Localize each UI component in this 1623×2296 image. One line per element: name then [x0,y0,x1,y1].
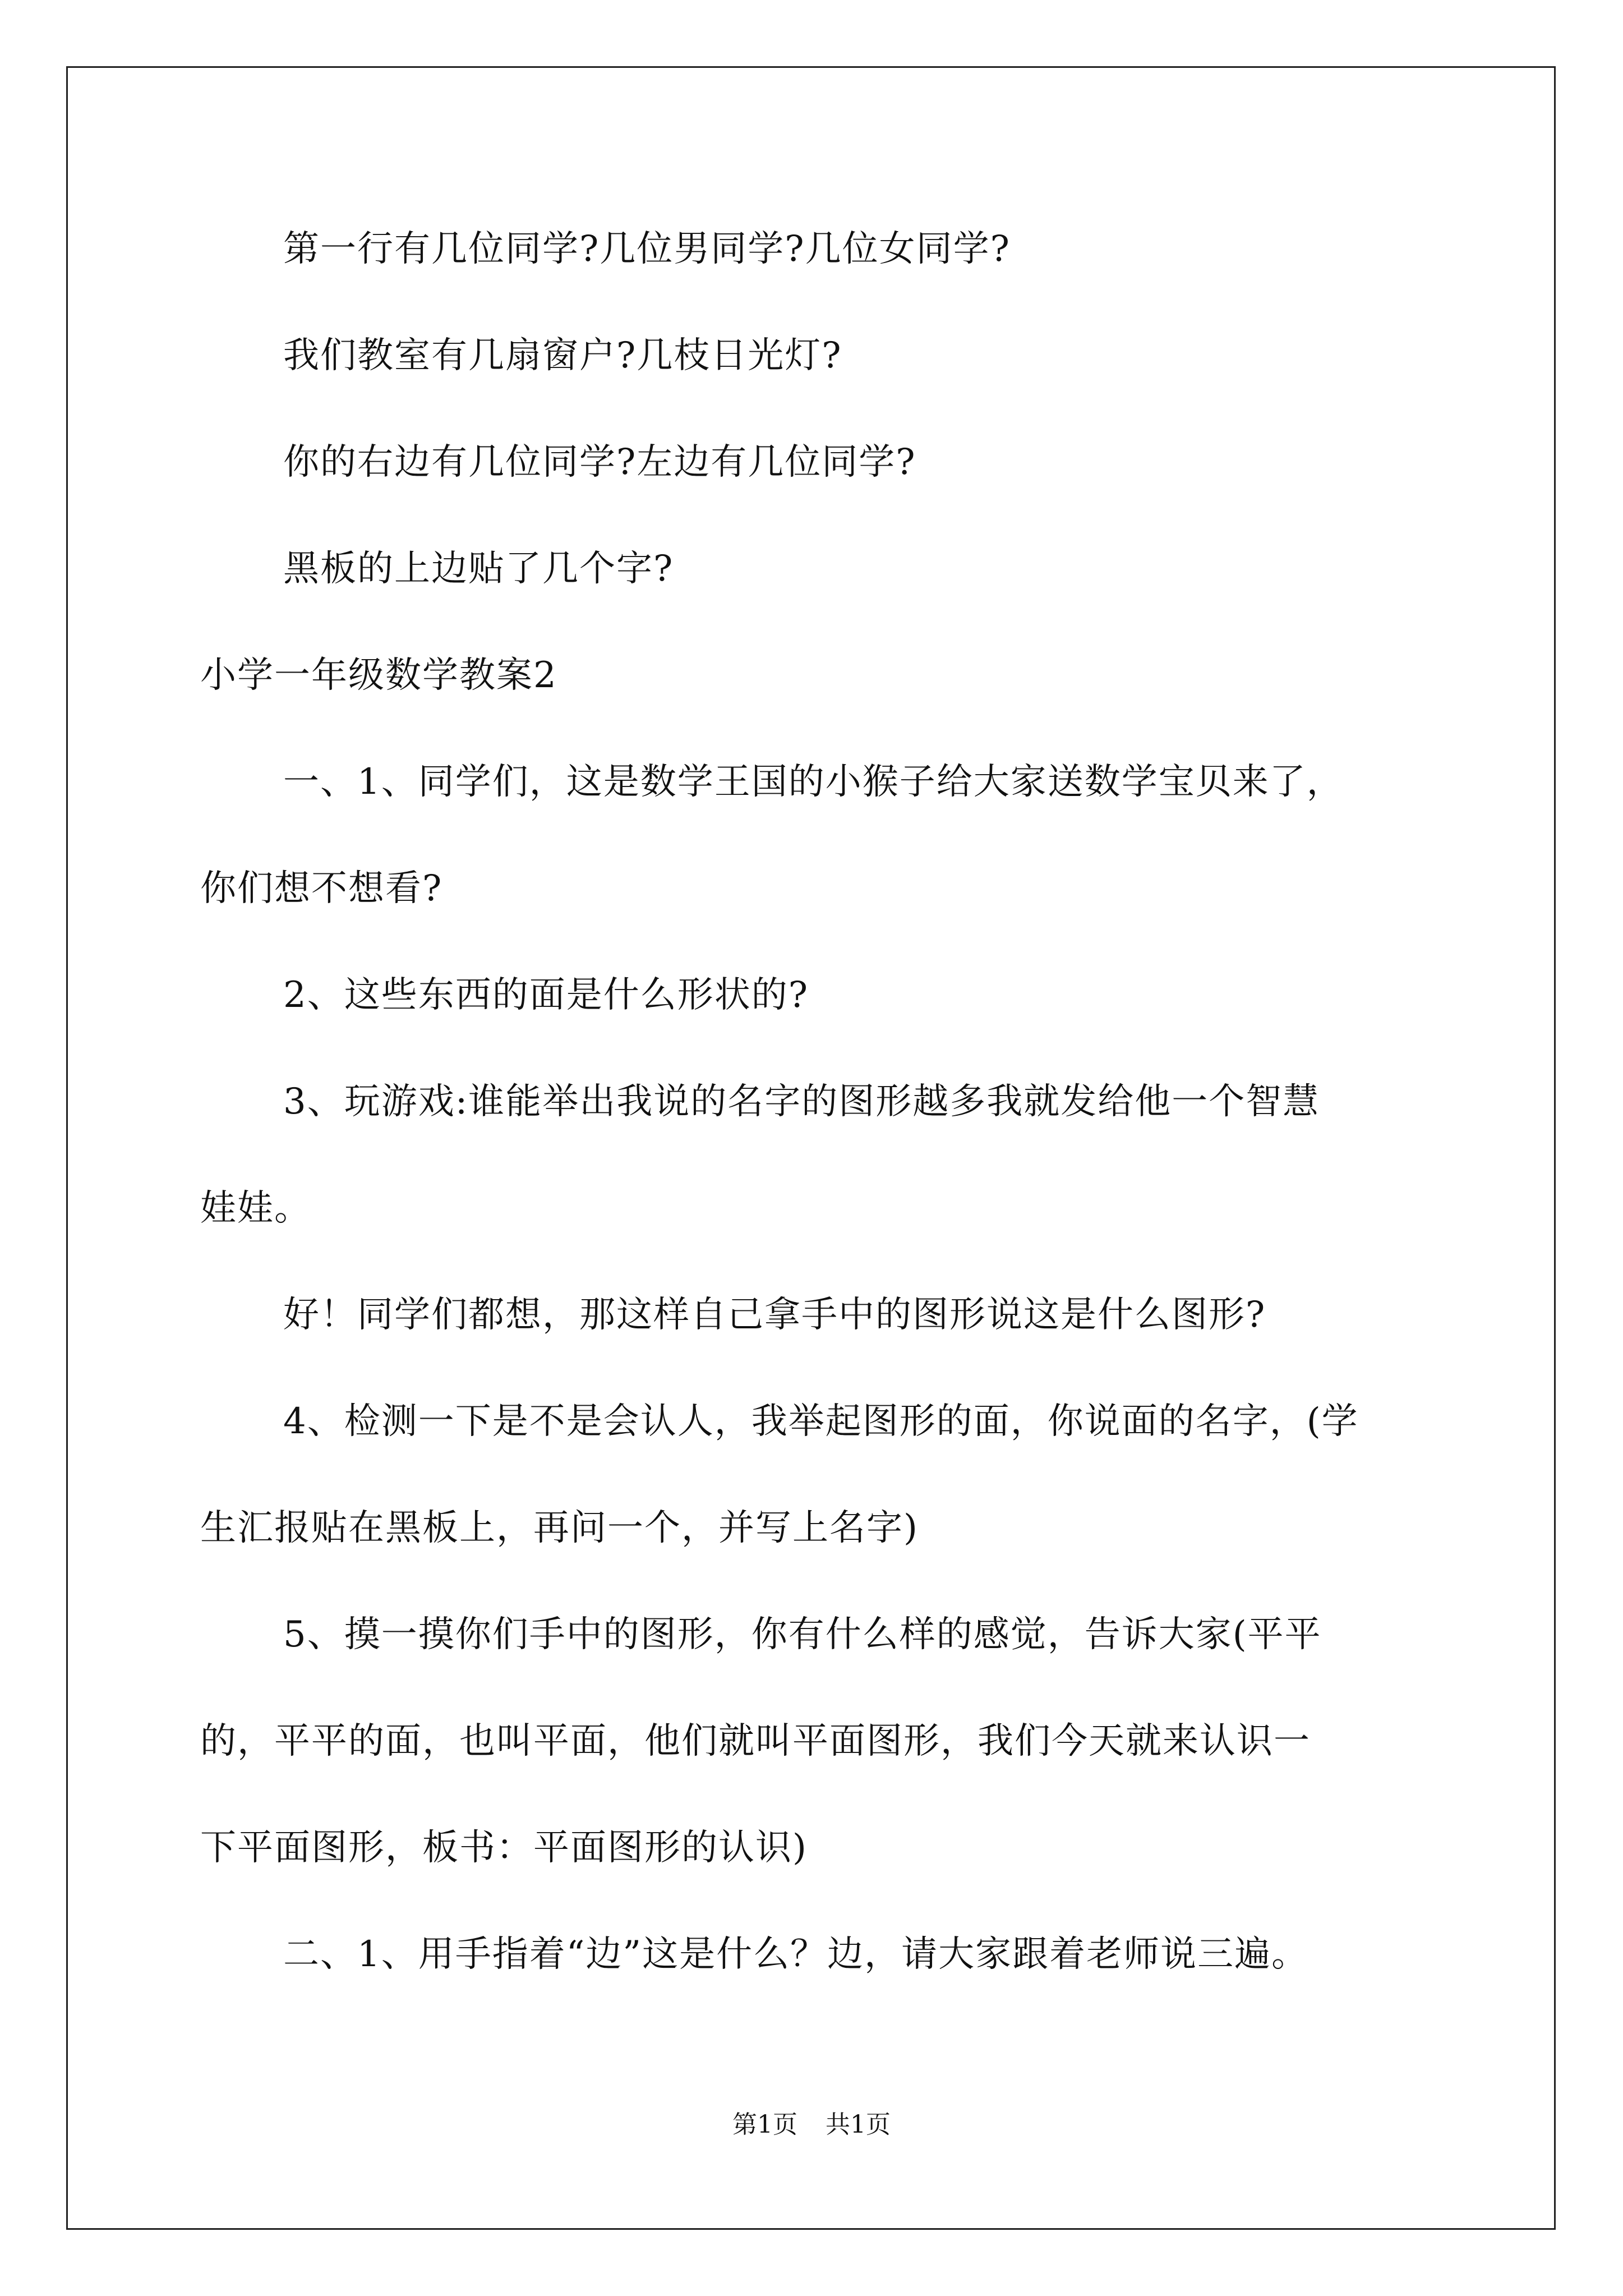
text-line: 二、1、用手指着“边”这是什么？边，请大家跟着老师说三遍。 [283,1934,1309,1975]
page-number: 第1页 [732,2110,797,2139]
text-line: 4、检测一下是不是会认人，我举起图形的面，你说面的名字，(学 [283,1401,1359,1442]
text-line: 你们想不想看? [200,868,443,909]
text-line: 生汇报贴在黑板上，再问一个，并写上名字) [200,1507,919,1549]
text-line: 下平面图形，板书：平面图形的认识) [200,1827,808,1869]
page-total: 共1页 [826,2110,891,2139]
text-line: 你的右边有几位同学?左边有几位同学? [283,441,916,483]
text-line: 5、摸一摸你们手中的图形，你有什么样的感觉，告诉大家(平平 [283,1614,1322,1655]
section-heading: 小学一年级数学教案2 [200,655,557,696]
text-line: 黑板的上边贴了几个字? [283,548,674,590]
text-line: 3、玩游戏:谁能举出我说的名字的图形越多我就发给他一个智慧 [283,1081,1320,1122]
text-line: 我们教室有几扇窗户?几枝日光灯? [283,335,842,376]
page-border [66,66,1556,2230]
text-line: 2、这些东西的面是什么形状的? [283,974,809,1016]
text-line: 一、1、同学们，这是数学王国的小猴子给大家送数学宝贝来了， [283,761,1344,803]
text-line: 第一行有几位同学?几位男同学?几位女同学? [283,228,1011,270]
page-footer [0,2109,1623,2141]
text-line: 娃娃。 [200,1188,311,1229]
text-line: 的，平平的面，也叫平面，他们就叫平面图形，我们今天就来认识一 [200,1720,1311,1762]
text-line: 好！同学们都想，那这样自己拿手中的图形说这是什么图形? [283,1294,1266,1336]
